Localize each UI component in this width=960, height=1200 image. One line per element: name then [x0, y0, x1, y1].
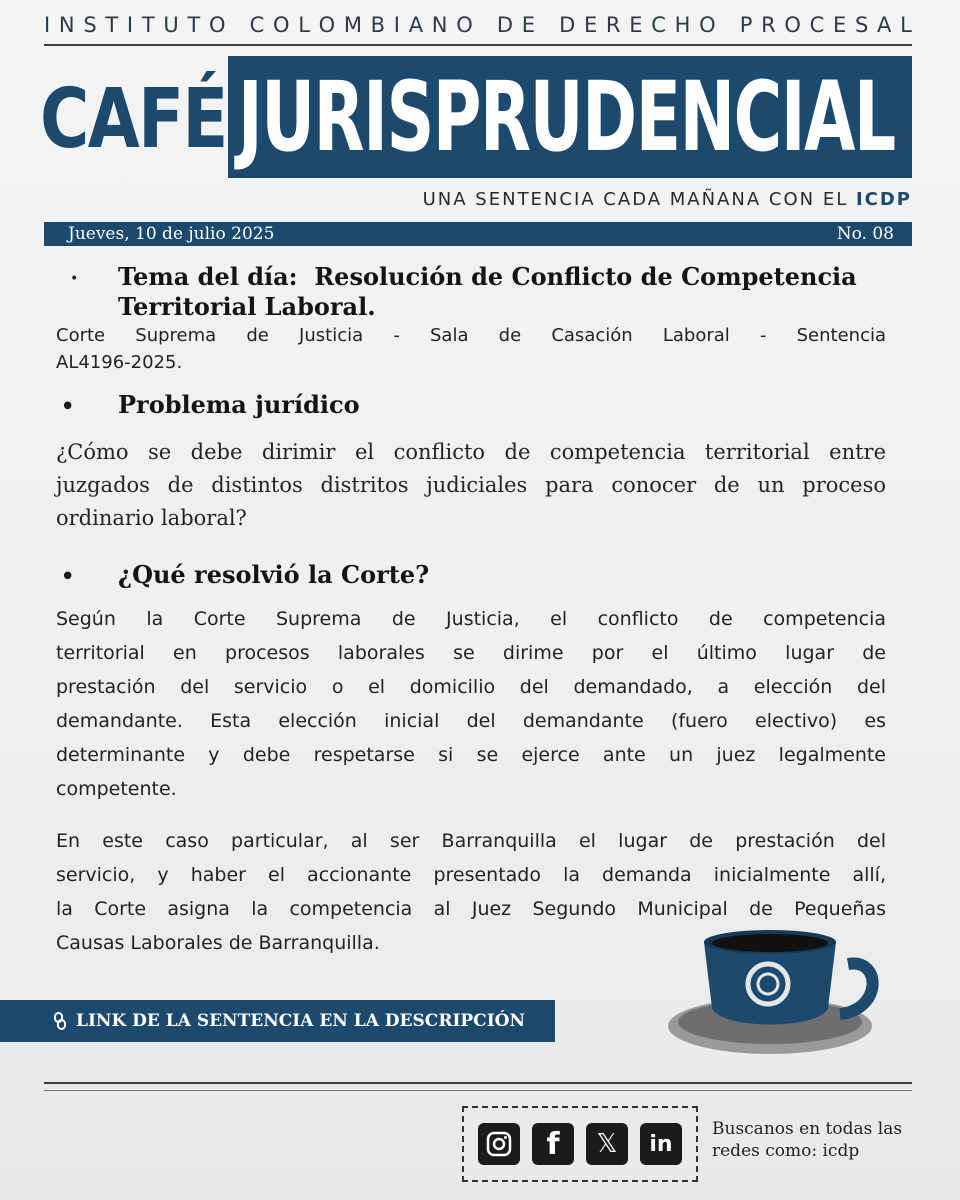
institute-letter: O	[318, 13, 336, 37]
topic-label: Tema del día:	[118, 262, 298, 291]
tagline-text: UNA SENTENCIA CADA MAÑANA CON EL	[422, 189, 849, 210]
institute-letter: E	[629, 13, 643, 37]
facebook-icon[interactable]: f	[532, 1123, 574, 1165]
problem-line: juzgados de distintos distritos judiciales para conocer de un proceso	[56, 473, 886, 497]
paragraph-line: demandante. Esta elección inicial del demandante (fuero electivo) es	[56, 710, 886, 732]
social-text-line: Buscanos en todas las	[712, 1119, 903, 1139]
institute-letter: E	[521, 13, 535, 37]
institute-letter: N	[431, 13, 448, 37]
institute-letter	[724, 13, 731, 37]
institute-letter: A	[408, 13, 424, 37]
linkedin-icon[interactable]: in	[640, 1123, 682, 1165]
paragraph-line: territorial en procesos laborales se dirime por el último lugar de	[56, 642, 886, 664]
institute-letter: E	[832, 13, 847, 37]
problem-line: ¿Cómo se debe dirimir el conflicto de competencia territorial entre	[56, 440, 886, 464]
institute-letter: I	[126, 13, 134, 37]
paragraph-line: servicio, y haber el accionante presentado la demanda inicialmente allí,	[56, 864, 886, 886]
title-jurisprudencial-box	[228, 56, 912, 178]
institute-letter	[544, 13, 551, 37]
bullet: •	[70, 271, 79, 287]
issue-number: No. 08	[836, 224, 894, 244]
institute-letter	[481, 13, 488, 37]
header-rule	[44, 44, 912, 46]
instagram-icon[interactable]	[478, 1123, 520, 1165]
paragraph-line: la Corte asigna la competencia al Juez Segundo Municipal de Pequeñas	[56, 898, 886, 920]
social-text-line: redes como: icdp	[712, 1141, 860, 1161]
problem-text	[56, 436, 886, 535]
title-jurisprudencial: JURISPRUDENCIAL	[238, 61, 895, 173]
link-icon	[52, 1012, 68, 1030]
institute-letter: T	[105, 13, 119, 37]
institute-letter: D	[496, 13, 513, 37]
tagline	[338, 186, 912, 214]
institute-letter: T	[141, 13, 155, 37]
footer-rule-top	[44, 1082, 912, 1084]
tagline-brand: ICDP	[855, 189, 912, 210]
date-bar	[44, 222, 912, 246]
institute-letter: T	[187, 13, 201, 37]
institute-letter: R	[605, 13, 621, 37]
institute-letter: S	[83, 13, 97, 37]
paragraph-line: prestación del servicio o el domicilio del demandado, a elección del	[56, 676, 886, 698]
institute-letter: I	[393, 13, 400, 37]
issue-date: Jueves, 10 de julio 2025	[68, 224, 275, 244]
institute-letter: H	[674, 13, 691, 37]
institute-letter: O	[456, 13, 473, 37]
institute-letter: S	[854, 13, 869, 37]
resolution-paragraph-1	[56, 602, 886, 806]
institute-letter: P	[739, 13, 753, 37]
topic-heading	[118, 262, 857, 322]
problem-heading: Problema jurídico	[118, 390, 360, 419]
paragraph-line: Según la Corte Suprema de Justicia, el conflicto de competencia	[56, 608, 886, 630]
footer-rule-bottom	[44, 1090, 912, 1091]
institute-letter: D	[559, 13, 576, 37]
institute-letter: L	[298, 13, 310, 37]
institute-letter: A	[877, 13, 892, 37]
topic-section	[60, 262, 890, 322]
institute-letter: M	[343, 13, 362, 37]
bullet: •	[60, 562, 76, 592]
institute-letter: R	[761, 13, 776, 37]
institute-letter: U	[163, 13, 179, 37]
problem-section	[60, 390, 890, 424]
institute-letter: O	[699, 13, 716, 37]
topic-title-line2: Territorial Laboral.	[118, 292, 376, 321]
social-icons	[462, 1106, 698, 1182]
link-banner[interactable]	[0, 1000, 555, 1042]
resolution-heading: ¿Qué resolvió la Corte?	[118, 560, 430, 589]
institute-letter: O	[208, 13, 226, 37]
paragraph-line: determinante y debe respetarse si se ejerce ante un juez legalmente	[56, 744, 886, 766]
institute-letter	[234, 13, 241, 37]
topic-title-line1: Resolución de Conflicto de Competencia	[314, 262, 857, 291]
paragraph-line: competente.	[56, 778, 177, 800]
resolution-section	[60, 560, 890, 594]
problem-line: ordinario laboral?	[56, 506, 247, 530]
institute-letter: N	[58, 13, 75, 37]
institute-letter: O	[784, 13, 801, 37]
institute-letter: C	[249, 13, 265, 37]
institute-letter: C	[651, 13, 666, 37]
title-cafe: CAFÉ	[40, 72, 227, 167]
bullet: •	[60, 392, 76, 422]
social-text	[712, 1118, 912, 1162]
coffee-cup-icon	[660, 918, 910, 1058]
topic-source	[56, 322, 886, 376]
institute-letter: O	[272, 13, 290, 37]
source-line: AL4196-2025.	[56, 352, 183, 373]
source-line: Corte Suprema de Justicia - Sala de Casación Laboral - Sentencia	[56, 325, 886, 346]
institute-letter: B	[370, 13, 386, 37]
institute-name	[44, 12, 912, 38]
institute-letter: E	[583, 13, 598, 37]
link-banner-text: LINK DE LA SENTENCIA EN LA DESCRIPCIÓN	[76, 1011, 526, 1031]
institute-letter: I	[44, 13, 51, 37]
paragraph-line: En este caso particular, al ser Barranquilla el lugar de prestación del	[56, 830, 886, 852]
institute-letter: L	[900, 13, 912, 37]
paragraph-line: Causas Laborales de Barranquilla.	[56, 932, 380, 954]
institute-letter: C	[809, 13, 825, 37]
x-icon[interactable]: 𝕏	[586, 1123, 628, 1165]
